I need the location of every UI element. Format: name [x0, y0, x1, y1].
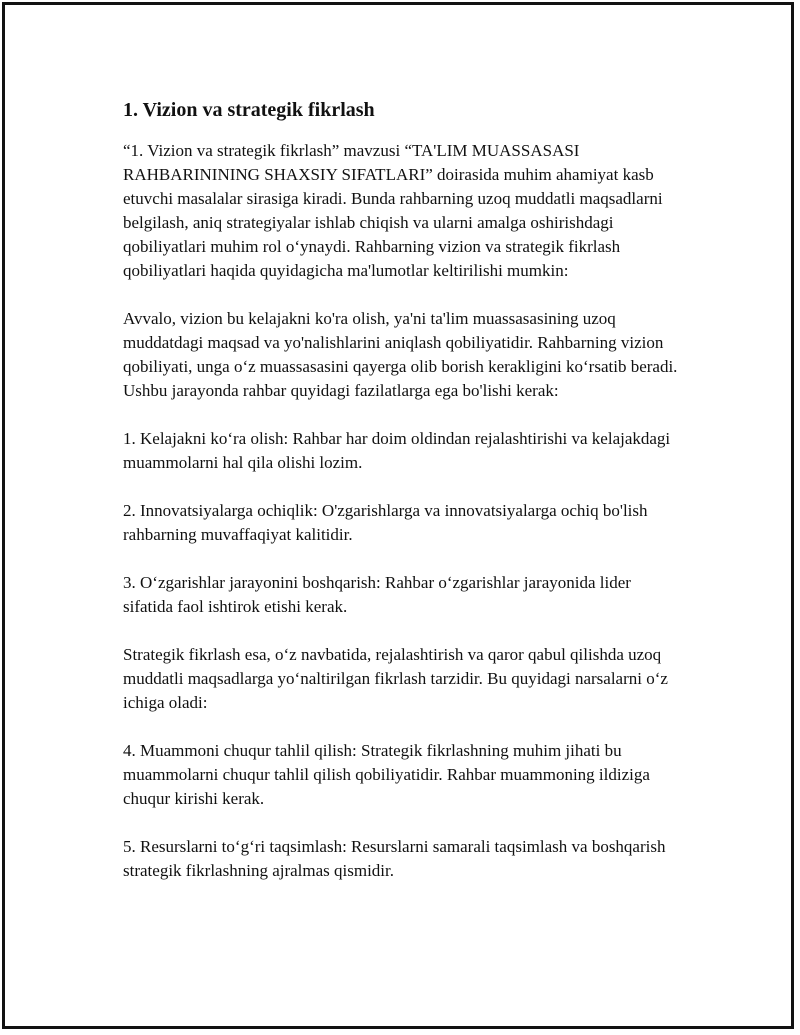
list-item-problem-analysis: 4. Muammoni chuqur tahlil qilish: Strategik fikrlashning muhim jihati bu muammolarni chuqur tahlil qilish qobiliyatidir. Rahbar muammoning ildiziga chuqur kirishi kerak.	[123, 741, 650, 808]
list-item-foresight: 1. Kelajakni koʻra olish: Rahbar har doim oldindan rejalashtirishi va kelajakdagi muammolarni hal qila olishi lozim.	[123, 429, 671, 472]
list-item-change-management: 3. Oʻzgarishlar jarayonini boshqarish: Rahbar oʻzgarishlar jarayonida lider sifatida faol ishtirok etishi kerak.	[123, 573, 631, 616]
intro-paragraph: “1. Vizion va strategik fikrlash” mavzusi “TA'LIM MUASSASASI RAHBARININING SHAXSIY SIFATLARI” doirasida muhim ahamiyat kasb etuvchi masalalar sirasiga kiradi. Bunda rahbarning uzoq muddatli maqsadlarni belgilash, aniq strategiyalar ishlab chiqish va ularni amalga oshirishdagi qobiliyatlari muhim rol oʻynaydi. Rahbarning vizion va strategik fikrlash qobiliyatlari haqida quyidagicha ma'lumotlar keltirilishi mumkin:	[123, 141, 663, 280]
strategic-thinking-paragraph: Strategik fikrlash esa, oʻz navbatida, rejalashtirish va qaror qabul qilishda uzoq muddatli maqsadlarga yoʻnaltirilgan fikrlash tarzidir. Bu quyidagi narsalarni oʻz ichiga oladi:	[123, 645, 668, 712]
list-item-innovation: 2. Innovatsiyalarga ochiqlik: O'zgarishlarga va innovatsiyalarga ochiq bo'lish rahbarning muvaffaqiyat kalitidir.	[123, 501, 648, 544]
vision-paragraph: Avvalo, vizion bu kelajakni ko'ra olish, ya'ni ta'lim muassasasining uzoq muddatdagi maqsad va yo'nalishlarini aniqlash qobiliyatidir. Rahbarning vizion qobiliyati, unga oʻz muassasasini qayerga olib borish kerakligini koʻrsatib beradi. Ushbu jarayonda rahbar quyidagi fazilatlarga ega bo'lishi kerak:	[123, 309, 678, 400]
page-frame	[2, 2, 794, 1029]
list-item-resource-allocation: 5. Resurslarni toʻgʻri taqsimlash: Resurslarni samarali taqsimlash va boshqarish strategik fikrlashning ajralmas qismidir.	[123, 837, 666, 880]
document-body	[123, 97, 683, 907]
section-heading: 1. Vizion va strategik fikrlash	[123, 99, 375, 121]
